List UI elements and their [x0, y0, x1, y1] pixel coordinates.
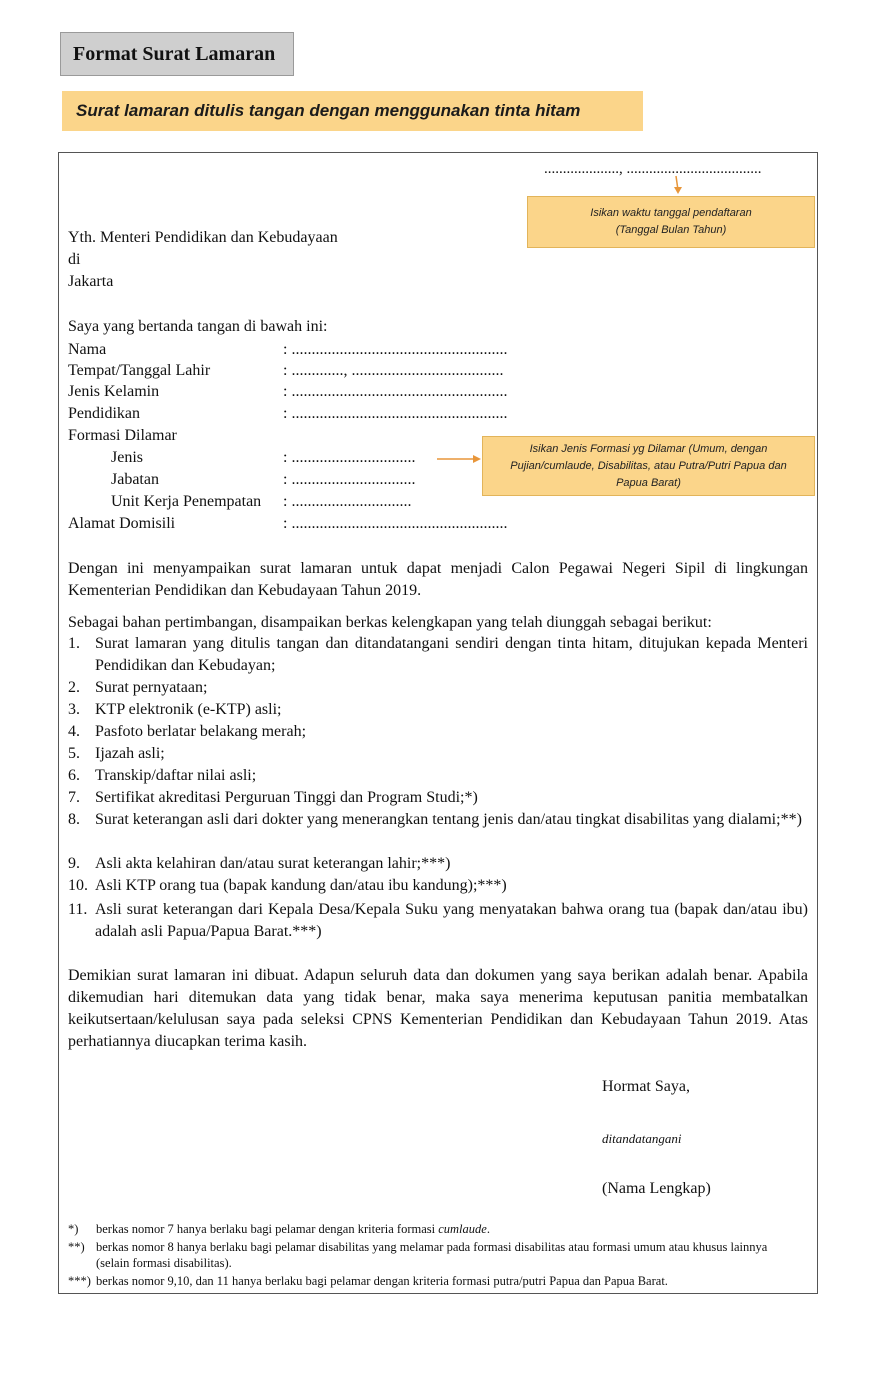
list-item-number: 7.	[68, 789, 80, 806]
list-item-text: Surat keterangan asli dari dokter yang menerangkan tentang jenis dan/atau tingkat disabilitas yang dialami;**)	[95, 811, 802, 828]
list-item-text: Surat lamaran yang ditulis tangan dan ditandatangani sendiri dengan tinta hitam, ditujukan kepada Menteri Pendidikan dan Kebudayan;	[95, 635, 808, 674]
list-item	[68, 765, 808, 787]
list-item-number: 1.	[68, 635, 80, 652]
paragraph-purpose: Dengan ini menyampaikan surat lamaran untuk dapat menjadi Calon Pegawai Negeri Sipil di lingkungan Kementerian Pendidikan dan Kebudayaan Tahun 2019.	[68, 560, 808, 599]
field-value-jenis: : ...............................	[283, 449, 416, 466]
closing-paragraph: Demikian surat lamaran ini dibuat. Adapun seluruh data dan dokumen yang saya berikan adalah benar. Apabila dikemudian hari ditemukan data yang tidak benar, maka saya menerima keputusan panitia membatalkan keikutsertaan/kelulusan saya pada seleksi CPNS Kementerian Pendidikan dan Kebudayaan Tahun 2019. Atas perhatiannya diucapkan terima kasih.	[68, 967, 808, 1050]
field-value-ttl: : ............., ......................................	[283, 362, 504, 379]
list-item-text: Asli akta kelahiran dan/atau surat keterangan lahir;***)	[95, 855, 451, 872]
field-value-pendidikan: : ......................................................	[283, 405, 508, 422]
footnote-text: berkas nomor 8 hanya berlaku bagi pelamar disabilitas yang melamar pada formasi disabilitas atau formasi umum atau khusus lainnya (selain formasi disabilitas).	[96, 1240, 768, 1270]
footnote-mark: ***)	[68, 1274, 91, 1288]
list-item-text: Sertifikat akreditasi Perguruan Tinggi dan Program Studi;*)	[95, 789, 478, 806]
instruction-banner: Surat lamaran ditulis tangan dengan menggunakan tinta hitam	[62, 91, 643, 131]
list-item	[68, 875, 808, 897]
field-label-nama: Nama	[68, 341, 107, 358]
list-item-text: Asli surat keterangan dari Kepala Desa/Kepala Suku yang menyatakan bahwa orang tua (bapak dan/atau ibu) adalah asli Papua/Papua Barat.***)	[95, 901, 808, 940]
field-label-ttl: Tempat/Tanggal Lahir	[68, 362, 211, 379]
list-item	[68, 853, 808, 875]
list-item-number: 5.	[68, 745, 80, 762]
footnote-text	[96, 1221, 801, 1237]
list-item	[68, 787, 808, 809]
footnote-text-part: .	[486, 1222, 490, 1236]
footnote-mark: **)	[68, 1240, 85, 1254]
list-item-number: 4.	[68, 723, 80, 740]
field-label-pendidikan: Pendidikan	[68, 405, 140, 422]
list-item	[68, 699, 808, 721]
list-item-number: 8.	[68, 811, 80, 828]
paragraph-attachments: Sebagai bahan pertimbangan, disampaikan berkas kelengkapan yang telah diunggah sebagai berikut:	[68, 614, 712, 631]
list-item-number: 6.	[68, 767, 80, 784]
list-item-text: Pasfoto berlatar belakang merah;	[95, 723, 307, 740]
formasi-note: Isikan Jenis Formasi yg Dilamar (Umum, dengan Pujian/cumlaude, Disabilitas, atau Putra/Putri Papua dan Papua Barat)	[482, 436, 815, 496]
field-value-jabatan: : ...............................	[283, 471, 416, 488]
intro-text: Saya yang bertanda tangan di bawah ini:	[68, 318, 328, 335]
addressee-line-3: Jakarta	[68, 273, 114, 290]
addressee-line-1: Yth. Menteri Pendidikan dan Kebudayaan	[68, 229, 338, 246]
list-item	[68, 633, 808, 677]
field-label-jenis-kelamin: Jenis Kelamin	[68, 383, 160, 400]
field-label-alamat: Alamat Domisili	[68, 515, 176, 532]
list-item	[68, 809, 808, 853]
list-item-number: 9.	[68, 855, 80, 872]
footnote-mark: *)	[68, 1222, 79, 1236]
signature-name: (Nama Lengkap)	[602, 1180, 711, 1197]
field-label-jabatan: Jabatan	[111, 471, 159, 488]
field-label-formasi: Formasi Dilamar	[68, 427, 177, 444]
list-item-text: Ijazah asli;	[95, 745, 165, 762]
list-item-number: 11.	[68, 901, 88, 918]
signature-greeting: Hormat Saya,	[602, 1078, 690, 1095]
field-value-jenis-kelamin: : ......................................................	[283, 383, 508, 400]
field-label-jenis: Jenis	[111, 449, 143, 466]
list-item-text: Asli KTP orang tua (bapak kandung dan/atau ibu kandung);***)	[95, 877, 507, 894]
date-note: Isikan waktu tanggal pendaftaran (Tanggal Bulan Tahun)	[527, 196, 815, 248]
field-value-nama: : ......................................................	[283, 341, 508, 358]
date-arrow-icon	[668, 174, 688, 196]
list-item	[68, 721, 808, 743]
list-item-number: 3.	[68, 701, 80, 718]
footnote-text: berkas nomor 9,10, dan 11 hanya berlaku bagi pelamar dengan kriteria formasi putra/putri Papua dan Papua Barat.	[96, 1274, 668, 1288]
field-label-unit-kerja: Unit Kerja Penempatan	[111, 493, 262, 510]
field-value-unit-kerja: : ..............................	[283, 493, 412, 510]
format-title: Format Surat Lamaran	[60, 32, 294, 76]
list-item-number: 10.	[68, 877, 88, 894]
list-item-text: KTP elektronik (e-KTP) asli;	[95, 701, 282, 718]
signature-signed: ditandatangani	[602, 1131, 682, 1146]
list-item-number: 2.	[68, 679, 80, 696]
field-value-alamat: : ......................................................	[283, 515, 508, 532]
footnote-text-part: berkas nomor 7 hanya berlaku bagi pelamar dengan kriteria formasi	[96, 1222, 439, 1236]
list-item	[68, 743, 808, 765]
addressee-line-2: di	[68, 251, 81, 268]
list-item-text: Transkip/daftar nilai asli;	[95, 767, 257, 784]
list-item	[68, 899, 808, 943]
formasi-arrow-icon	[437, 452, 483, 466]
list-item-text: Surat pernyataan;	[95, 679, 208, 696]
footnote-text-italic: cumlaude	[438, 1222, 487, 1236]
date-line: ...................., ....................................	[544, 161, 762, 177]
list-item	[68, 677, 808, 699]
